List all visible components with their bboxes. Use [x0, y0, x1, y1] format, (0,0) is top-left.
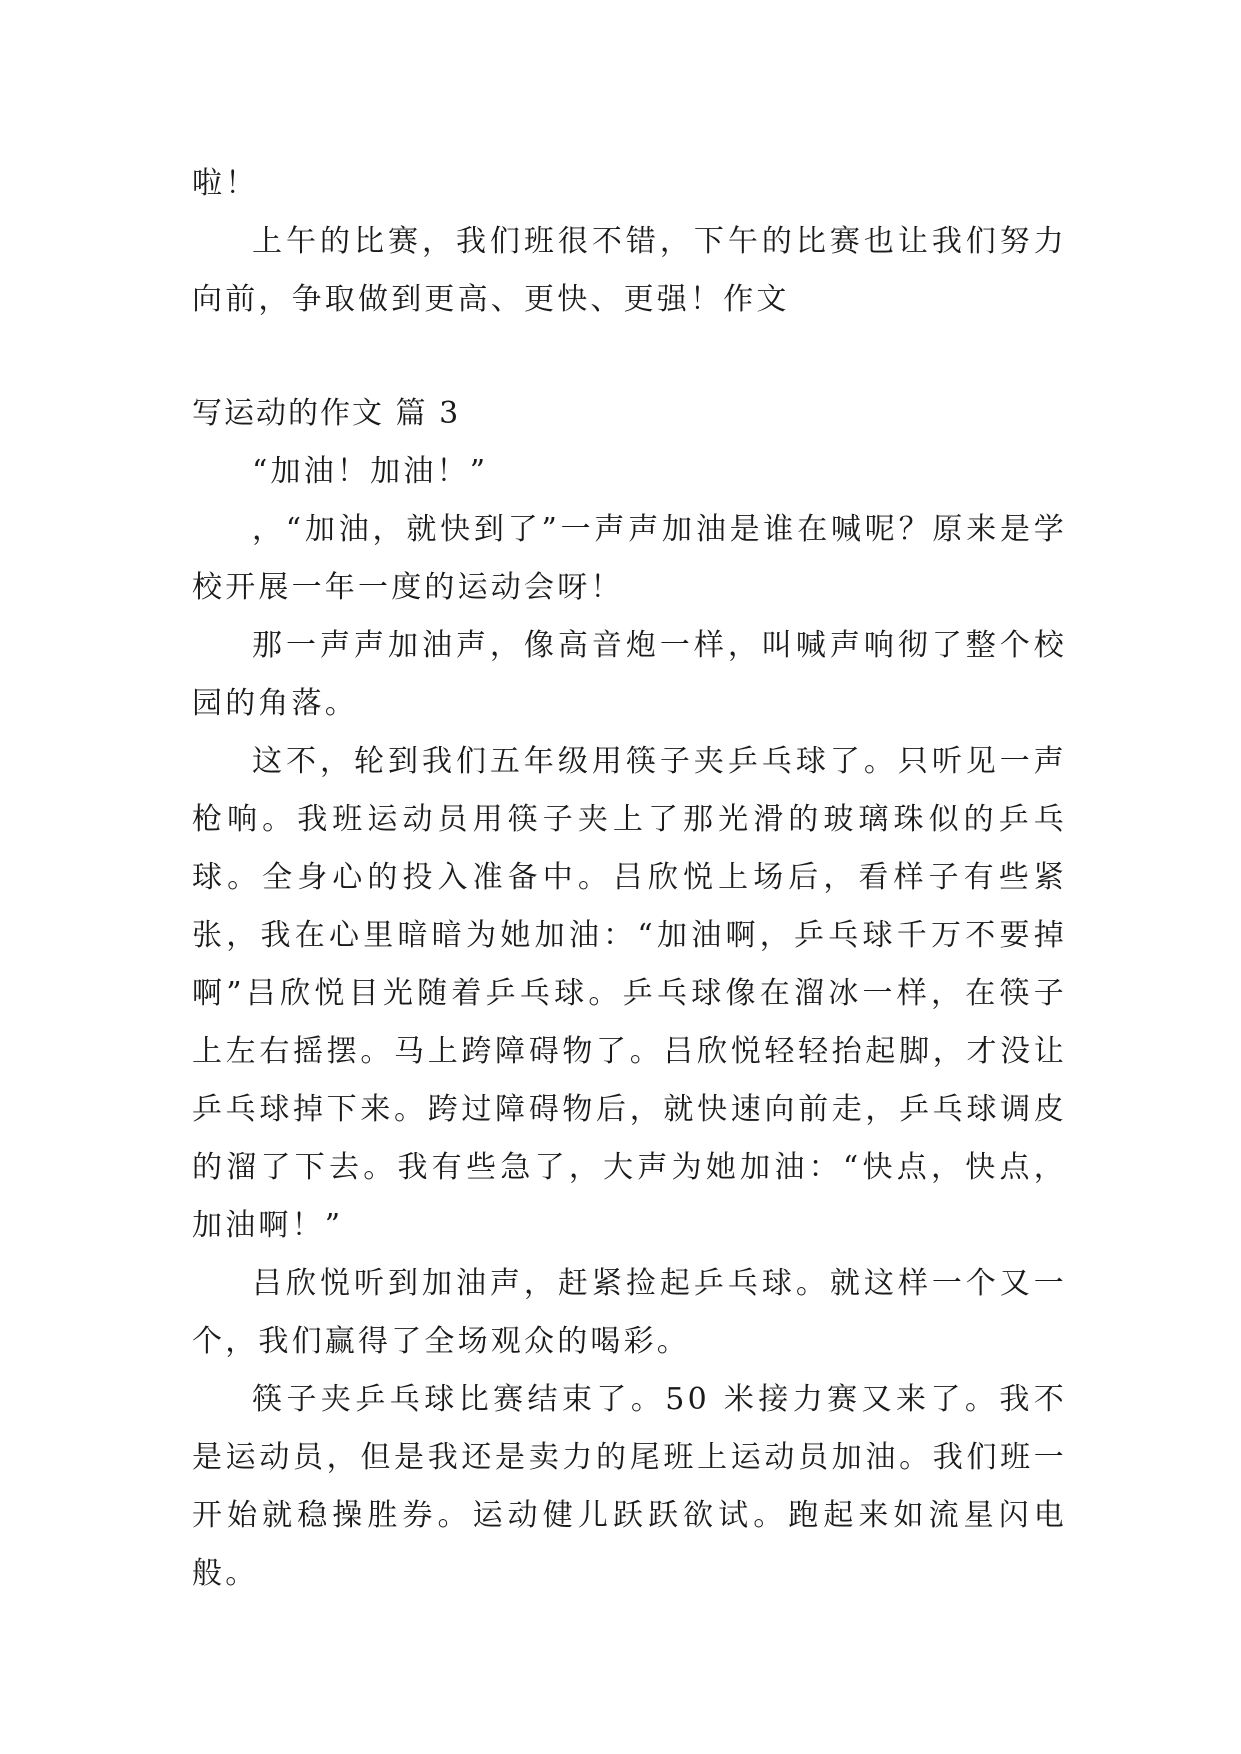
document-body: [192, 155, 1067, 1603]
paragraph-picked-up: 吕欣悦听到加油声，赶紧捡起乒乓球。就这样一个又一个，我们赢得了全场观众的喝彩。: [192, 1266, 1067, 1359]
paragraph-continuation: 啦！: [192, 166, 259, 201]
section-heading: 写运动的作文 篇 3: [192, 396, 461, 431]
paragraph-cheer: “加油！加油！”: [252, 454, 489, 489]
paragraph-voices: ，“加油，就快到了”一声声加油是谁在喊呢？原来是学校开展一年一度的运动会呀！: [192, 512, 1067, 605]
paragraph-morning-race: 上午的比赛，我们班很不错，下午的比赛也让我们努力向前，争取做到更高、更快、更强！作文: [192, 224, 1067, 317]
paragraph-cannon: 那一声声加油声，像高音炮一样，叫喊声响彻了整个校园的角落。: [192, 628, 1067, 721]
paragraph-pingpong: 这不，轮到我们五年级用筷子夹乒乓球了。只听见一声枪响。我班运动员用筷子夹上了那光滑的玻璃珠似的乒乓球。全身心的投入准备中。吕欣悦上场后，看样子有些紧张，我在心里暗暗为她加油：“加油啊，乒乓球千万不要掉啊”吕欣悦目光随着乒乓球。乒乓球像在溜冰一样，在筷子上左右摇摆。马上跨障碍物了。吕欣悦轻轻抬起脚，才没让乒乓球掉下来。跨过障碍物后，就快速向前走，乒乓球调皮的溜了下去。我有些急了，大声为她加油：“快点，快点，加油啊！”: [192, 744, 1067, 1243]
paragraph-relay: 筷子夹乒乓球比赛结束了。50 米接力赛又来了。我不是运动员，但是我还是卖力的尾班上运动员加油。我们班一开始就稳操胜券。运动健儿跃跃欲试。跑起来如流星闪电般。: [192, 1382, 1067, 1591]
section-gap: [192, 329, 1067, 385]
